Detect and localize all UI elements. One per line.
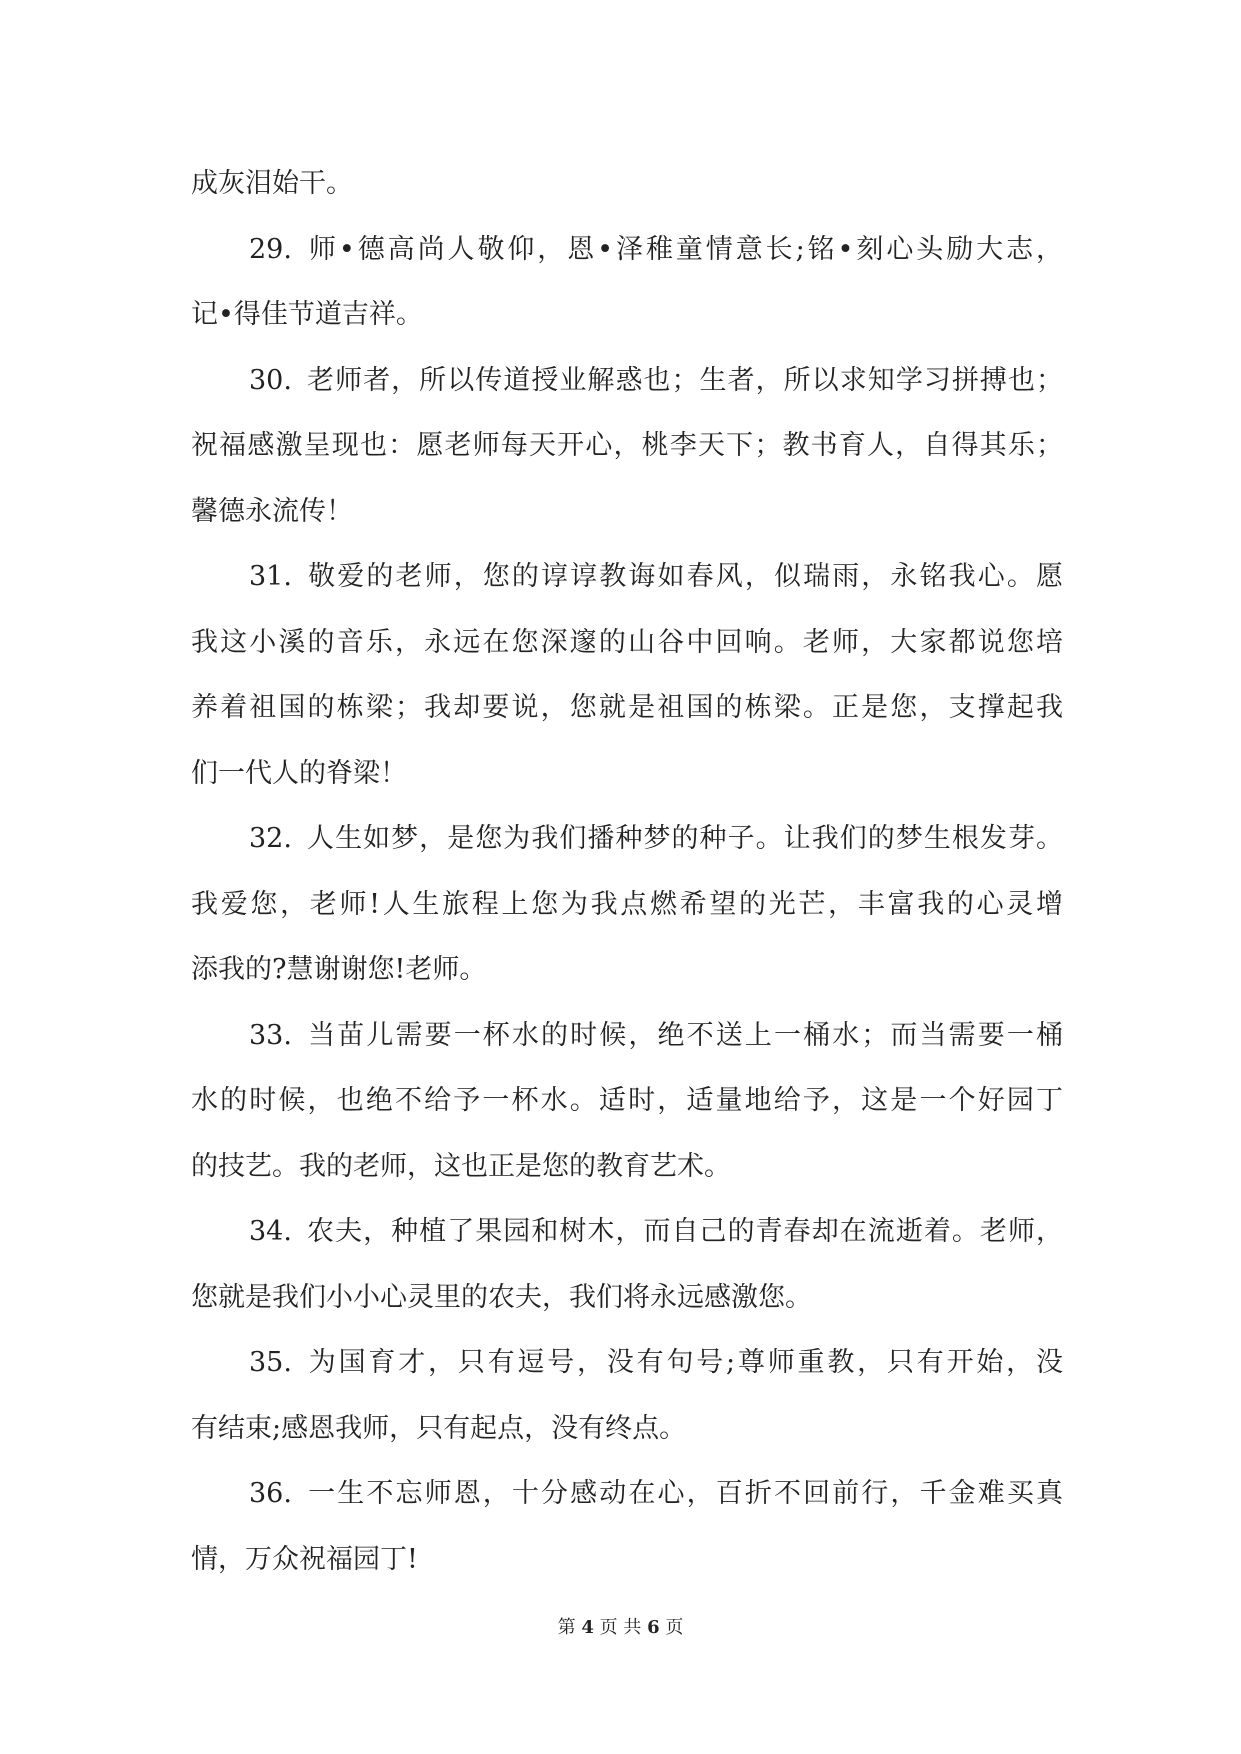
paragraph-first-line [191, 217, 1063, 283]
text-line: 农夫，种植了果园和树木，而自己的青春却在流逝着。老师， [306, 1216, 1063, 1247]
paragraph-number: 33. [249, 1019, 292, 1051]
text-line: 老师者，所以传道授业解惑也；生者，所以求知学习拼搏也； [306, 364, 1063, 396]
footer-label: 第 [557, 1617, 576, 1638]
text-line: 我这小溪的音乐，永远在您深邃的山谷中回响。老师，大家都说您培 [191, 626, 1063, 658]
paragraph-number: 29. [249, 233, 292, 265]
text-line: 有结束;感恩我师，只有起点，没有终点。 [191, 1412, 687, 1444]
text-line: 养着祖国的栋梁；我却要说，您就是祖国的栋梁。正是您，支撑起我 [191, 692, 1063, 723]
text-line: 为国育才，只有逗号，没有句号;尊师重教，只有开始，没 [306, 1347, 1063, 1378]
footer-label: 页 共 [599, 1617, 642, 1638]
paragraph-first-line [191, 1199, 1063, 1265]
text-line: 记•得佳节道吉祥。 [191, 299, 423, 330]
current-page-number: 4 [581, 1617, 594, 1638]
text-line: 成灰泪始干。 [191, 168, 353, 199]
paragraph-first-line [191, 544, 1063, 610]
text-line: 祝福感激呈现也：愿老师每天开心，桃李天下；教书育人，自得其乐； [191, 430, 1063, 461]
text-line: 馨德永流传！ [191, 495, 353, 527]
paragraph-number: 34. [249, 1216, 292, 1247]
paragraph-number: 30. [249, 364, 292, 396]
paragraph-first-line [191, 1330, 1063, 1396]
text-line: 敬爱的老师，您的谆谆教诲如春风，似瑞雨，永铭我心。愿 [306, 561, 1063, 592]
paragraph-first-line [191, 348, 1063, 414]
paragraph-number: 36. [249, 1478, 292, 1509]
document-body [191, 151, 1063, 1592]
text-line: 师•德高尚人敬仰，恩•泽稚童情意长;铭•刻心头励大志， [306, 233, 1063, 265]
text-line: 添我的?慧谢谢您!老师。 [191, 954, 487, 985]
paragraph-number: 31. [249, 561, 292, 592]
text-line: 们一代人的脊梁！ [191, 757, 407, 789]
paragraph-number: 35. [249, 1347, 292, 1378]
text-line: 我爱您，老师!人生旅程上您为我点燃希望的光芒，丰富我的心灵增 [191, 888, 1063, 920]
text-line: 的技艺。我的老师，这也正是您的教育艺术。 [191, 1150, 731, 1182]
text-line: 水的时候，也绝不给予一杯水。适时，适量地给予，这是一个好园丁 [191, 1085, 1063, 1116]
paragraph-first-line [191, 1003, 1063, 1069]
footer-label: 页 [665, 1617, 684, 1638]
paragraph-first-line [191, 1461, 1063, 1527]
total-pages-number: 6 [647, 1617, 660, 1638]
text-line: 人生如梦，是您为我们播种梦的种子。让我们的梦生根发芽。 [306, 823, 1063, 854]
paragraph-first-line [191, 806, 1063, 872]
text-line: 当苗儿需要一杯水的时候，绝不送上一桶水；而当需要一桶 [306, 1019, 1063, 1051]
paragraph-number: 32. [249, 823, 292, 854]
text-line: 您就是我们小小心灵里的农夫，我们将永远感激您。 [191, 1281, 812, 1313]
text-line: 情，万众祝福园丁! [191, 1543, 418, 1575]
page-footer [0, 1614, 1241, 1642]
text-line: 一生不忘师恩，十分感动在心，百折不回前行，千金难买真 [306, 1478, 1063, 1509]
